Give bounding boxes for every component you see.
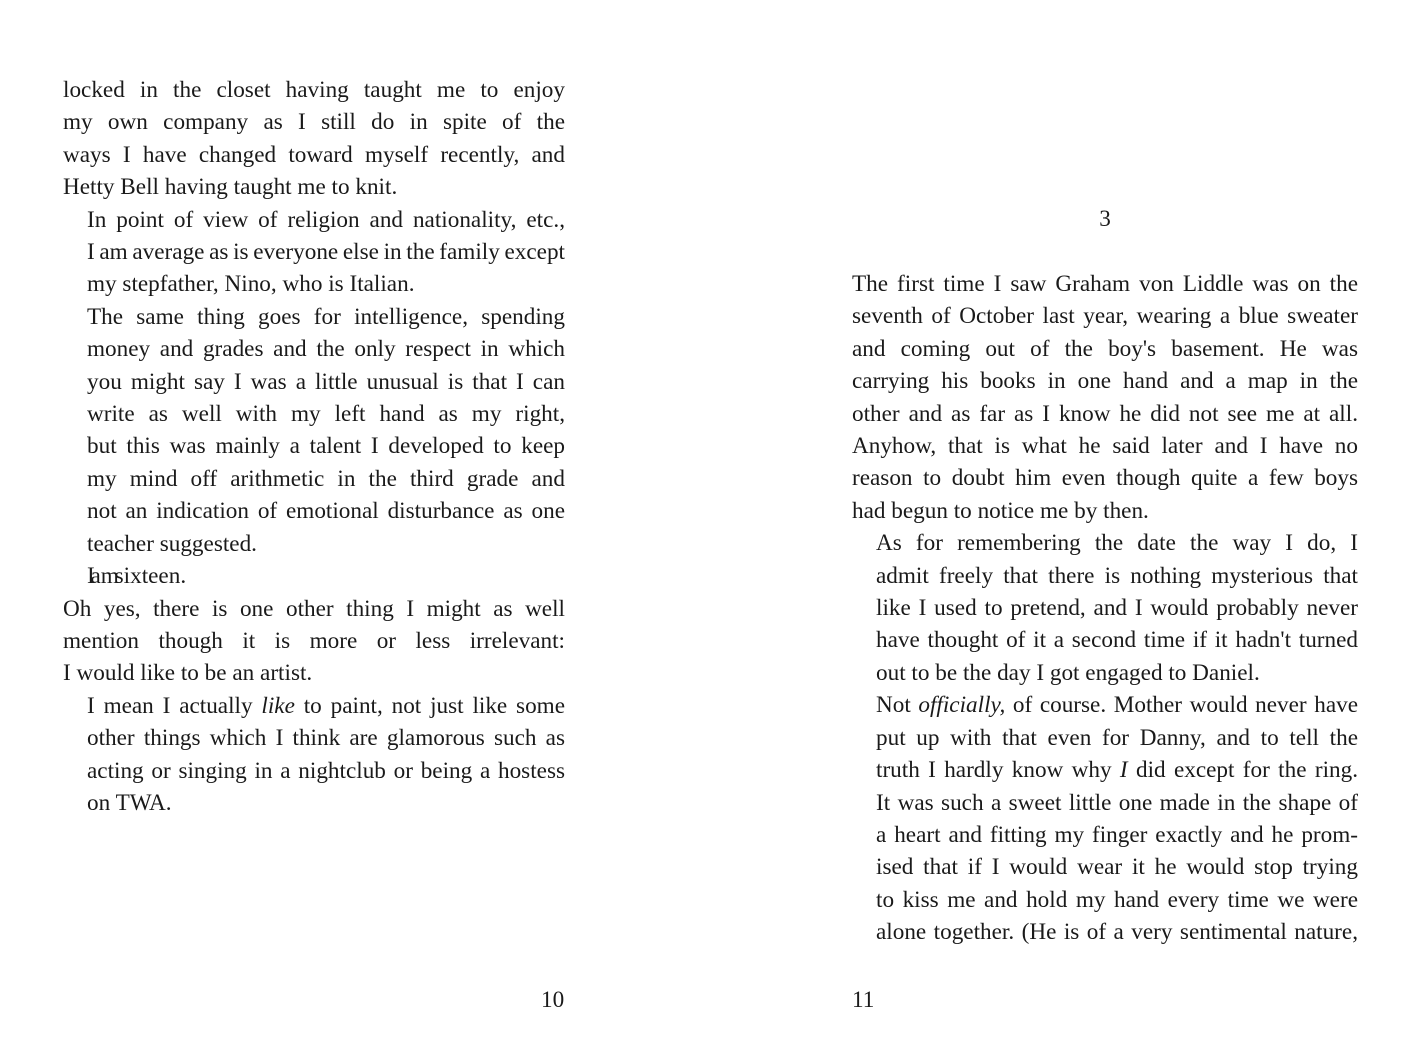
text-line: Anyhow, that is what he said later and I have no [852, 433, 1358, 460]
text-segment: did except for the ring. [1127, 757, 1358, 784]
text-line: other and as far as I know he did not see me at all. [852, 400, 1358, 427]
text-line: I am sixteen. [87, 563, 187, 590]
text-line: Oh yes, there is one other thing I might as well [63, 595, 565, 622]
paragraph [63, 560, 565, 592]
text-line: The first time I saw Graham von Liddle was on the [852, 271, 1358, 297]
text-line: you might say I was a little unusual is that I can [87, 368, 565, 395]
text-line: money and grades and the only respect in which [87, 336, 565, 363]
text-segment: to paint, not just like some [294, 692, 565, 719]
paragraph [852, 268, 1358, 527]
text-line: alone together. (He is of a very sentimental nature, [876, 919, 1358, 946]
italic-text: I [1119, 757, 1128, 784]
text-line: on TWA. [87, 789, 172, 816]
text-line: my stepfather, Nino, who is Italian. [87, 271, 415, 298]
text-line: locked in the closet having taught me to enjoy [63, 77, 565, 103]
left-page [0, 0, 708, 1063]
text-line: to kiss me and hold my hand every time we were [876, 886, 1358, 913]
text-line: but this was mainly a talent I developed to keep [87, 433, 565, 460]
text-line: out to be the day I got engaged to Daniel. [876, 659, 1260, 686]
text-line: It was such a sweet little one made in the shape of [876, 789, 1358, 816]
text-line: ised that if I would wear it he would stop trying [876, 854, 1358, 881]
paragraph [63, 74, 565, 204]
text-segment: of course. Mother would never have [1005, 692, 1358, 719]
text-line: seventh of October last year, wearing a blue sweater [852, 303, 1358, 330]
text-line: write as well with my left hand as my right, [87, 401, 565, 428]
italic-text: like [261, 692, 295, 719]
text-line: Hetty Bell having taught me to knit. [63, 174, 398, 201]
text-segment: I mean I actually [87, 692, 262, 719]
text-line: my own company as I still do in spite of the [63, 109, 565, 136]
paragraph [63, 593, 565, 690]
text-line: I would like to be an artist. [63, 660, 313, 687]
text-line: not an indication of emotional disturbance as one [87, 498, 565, 525]
text-segment: Not [876, 692, 919, 719]
right-page-text [852, 268, 1358, 949]
text-line: had begun to notice me by then. [852, 497, 1149, 524]
text-line: In point of view of religion and nationality, etc., [87, 206, 565, 233]
paragraph [852, 689, 1358, 948]
text-line: teacher suggested. [87, 530, 257, 557]
text-line: and coming out of the boy's basement. He was [852, 335, 1358, 362]
text-line [852, 754, 1358, 786]
paragraph [852, 527, 1358, 689]
text-line: mention though it is more or less irrelevant: [63, 627, 565, 654]
page-number: 11 [852, 987, 875, 1013]
text-line: admit freely that there is nothing mysterious that [876, 562, 1358, 589]
text-line: a heart and fitting my finger exactly and he prom- [876, 821, 1358, 848]
text-line [852, 689, 1358, 721]
chapter-number: 3 [1099, 206, 1111, 232]
text-line: other things which I think are glamorous such as [87, 725, 565, 752]
text-segment: truth I hardly know why [876, 757, 1120, 784]
text-line: The same thing goes for intelligence, spending [87, 303, 565, 330]
page-number: 10 [541, 987, 565, 1013]
text-line [63, 690, 565, 722]
paragraph [63, 301, 565, 560]
text-line: have thought of it a second time if it hadn't turned [876, 627, 1358, 654]
right-page [709, 0, 1417, 1063]
text-line: put up with that even for Danny, and to tell the [876, 724, 1358, 751]
paragraph [63, 690, 565, 820]
italic-text: officially, [918, 692, 1006, 719]
text-line: my mind off arithmetic in the third grade and [87, 465, 565, 492]
text-line: carrying his books in one hand and a map in the [852, 368, 1358, 395]
text-line: acting or singing in a nightclub or being a hostess [87, 757, 565, 784]
text-line: I am average as is everyone else in the family except [87, 239, 565, 266]
text-line: As for remembering the date the way I do, I [876, 530, 1358, 557]
text-line: ways I have changed toward myself recently, and [63, 141, 565, 168]
text-line: reason to doubt him even though quite a few boys [852, 465, 1358, 492]
text-line: like I used to pretend, and I would probably never [876, 595, 1358, 622]
paragraph [63, 204, 565, 301]
left-page-text [63, 74, 565, 819]
